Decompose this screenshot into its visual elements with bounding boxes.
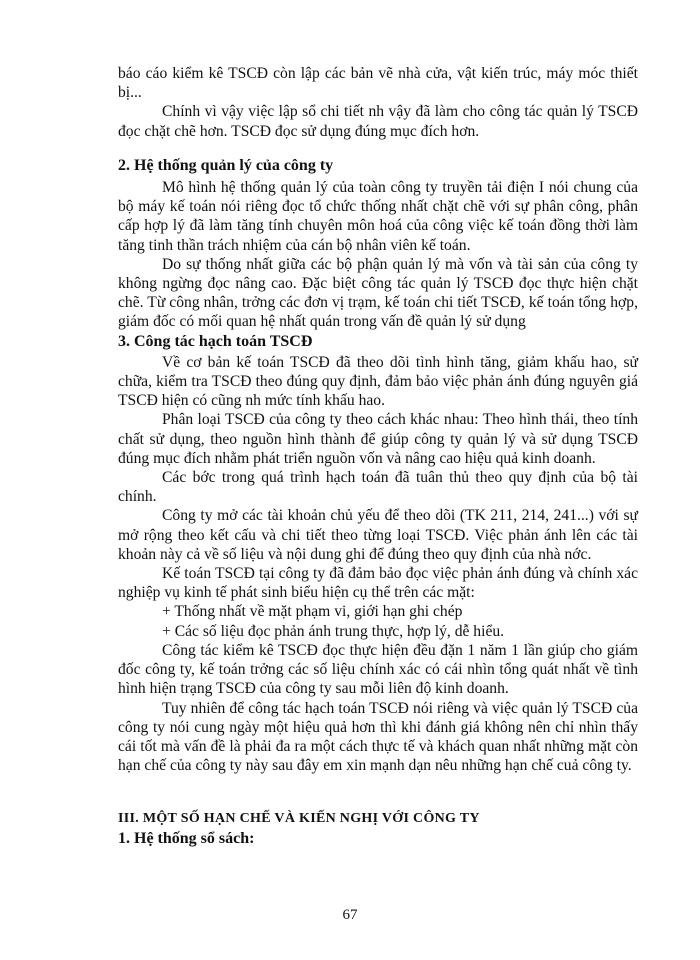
paragraph: Tuy nhiên để công tác hạch toán TSCĐ nói riêng và việc quản lý TSCĐ của công ty nói cung ngày một hiệu quả hơn thì khi đánh giá không nên chỉ nhìn thấy cái tốt mà vấn đề là phải đa ra một cách thực tế và khách quan nhất những mặt còn hạn chế của công ty này sau đây em xin mạnh dạn nêu những hạn chế cuả công ty. [118,699,638,775]
section-heading-accounting: 3. Công tác hạch toán TSCĐ [118,332,313,350]
paragraph: Phân loại TSCĐ của công ty theo cách khác nhau: Theo hình thái, theo tính chất sử dụng, theo nguồn hình thành để giúp công ty quản lý và sử dụng TSCĐ đúng mục đích nhằm phát triển nguồn vốn và nâng cao hiệu quả kinh doanh. [118,411,638,467]
paragraph: Công tác kiểm kê TSCĐ đọc thực hiện đều đặn 1 năm 1 lần giúp cho giám đốc công ty, kế toán trởng các số liệu chính xác có cái nhìn tổng quát nhất về tình hình hiện trạng TSCĐ của công ty sau mỗi liên độ kinh doanh. [118,641,638,698]
paragraph: Kế toán TSCĐ tại công ty đã đảm bảo đọc việc phản ánh đúng và chính xác nghiệp vụ kinh tế phát sinh biểu hiện cụ thể trên các mặt: [118,565,638,602]
page-body [118,64,638,850]
part-heading: III. MỘT SỐ HẠN CHẾ VÀ KIẾN NGHỊ VỚI CÔNG TY [118,811,480,827]
paragraph-continuation: báo cáo kiểm kê TSCĐ còn lập các bản vẽ nhà cửa, vật kiến trúc, máy móc thiết bị... [118,65,638,102]
bullet-item: + Thống nhất về mặt phạm vi, giới hạn ghi chép [162,603,463,621]
page-number: 67 [342,907,358,923]
paragraph: Do sự thống nhất giữa các bộ phận quản lý mà vốn và tài sản của công ty không ngừng đọc nâng cao. Đặc biệt công tác quản lý TSCĐ đọc thực hiện chặt chẽ. Từ công nhân, trởng các đơn vị trạm, kế toán chi tiết TSCĐ, kế toán tổng hợp, giám đốc có mối quan hệ nhất quán trong vấn đề quản lý sử dụng [118,255,638,331]
paragraph: Về cơ bản kế toán TSCĐ đã theo dõi tình hình tăng, giảm khấu hao, sử chữa, kiểm tra TSCĐ theo đúng quy định, đảm bảo việc phản ánh đúng nguyên giá TSCĐ hiện có cũng nh mức tính khấu hao. [118,353,638,410]
paragraph: Mô hình hệ thống quản lý của toàn công ty truyền tải điện I nói chung của bộ máy kế toán nói riêng đọc tổ chức thống nhất chặt chẽ với sự phân công, phân cấp hợp lý đã làm tăng tính chuyên môn hoá của công việc kế toán đồng thời làm tăng tinh thần trách nhiệm của cán bộ nhân viên kế toán. [118,179,638,254]
bullet-item: + Các số liệu đọc phản ánh trung thực, hợp lý, dễ hiểu. [162,622,505,640]
subsection-heading: 1. Hệ thống sổ sách: [118,829,255,847]
paragraph: Chính vì vậy việc lập sổ chi tiết nh vậy đã làm cho công tác quản lý TSCĐ đọc chặt chẽ hơn. TSCĐ đọc sử dụng đúng mục đích hơn. [118,103,638,140]
paragraph: Công ty mở các tài khoản chủ yếu để theo dõi (TK 211, 214, 241...) với sự mở rộng theo kết cấu và chi tiết theo từng loại TSCĐ. Việc phản ánh lên các tài khoản này cả về số liệu và nội dung ghi để đúng theo quy định của nhà nớc. [118,507,638,563]
section-heading-management: 2. Hệ thống quản lý của công ty [118,156,334,174]
paragraph: Các bớc trong quá trình hạch toán đã tuân thủ theo quy định của bộ tài chính. [118,469,638,506]
